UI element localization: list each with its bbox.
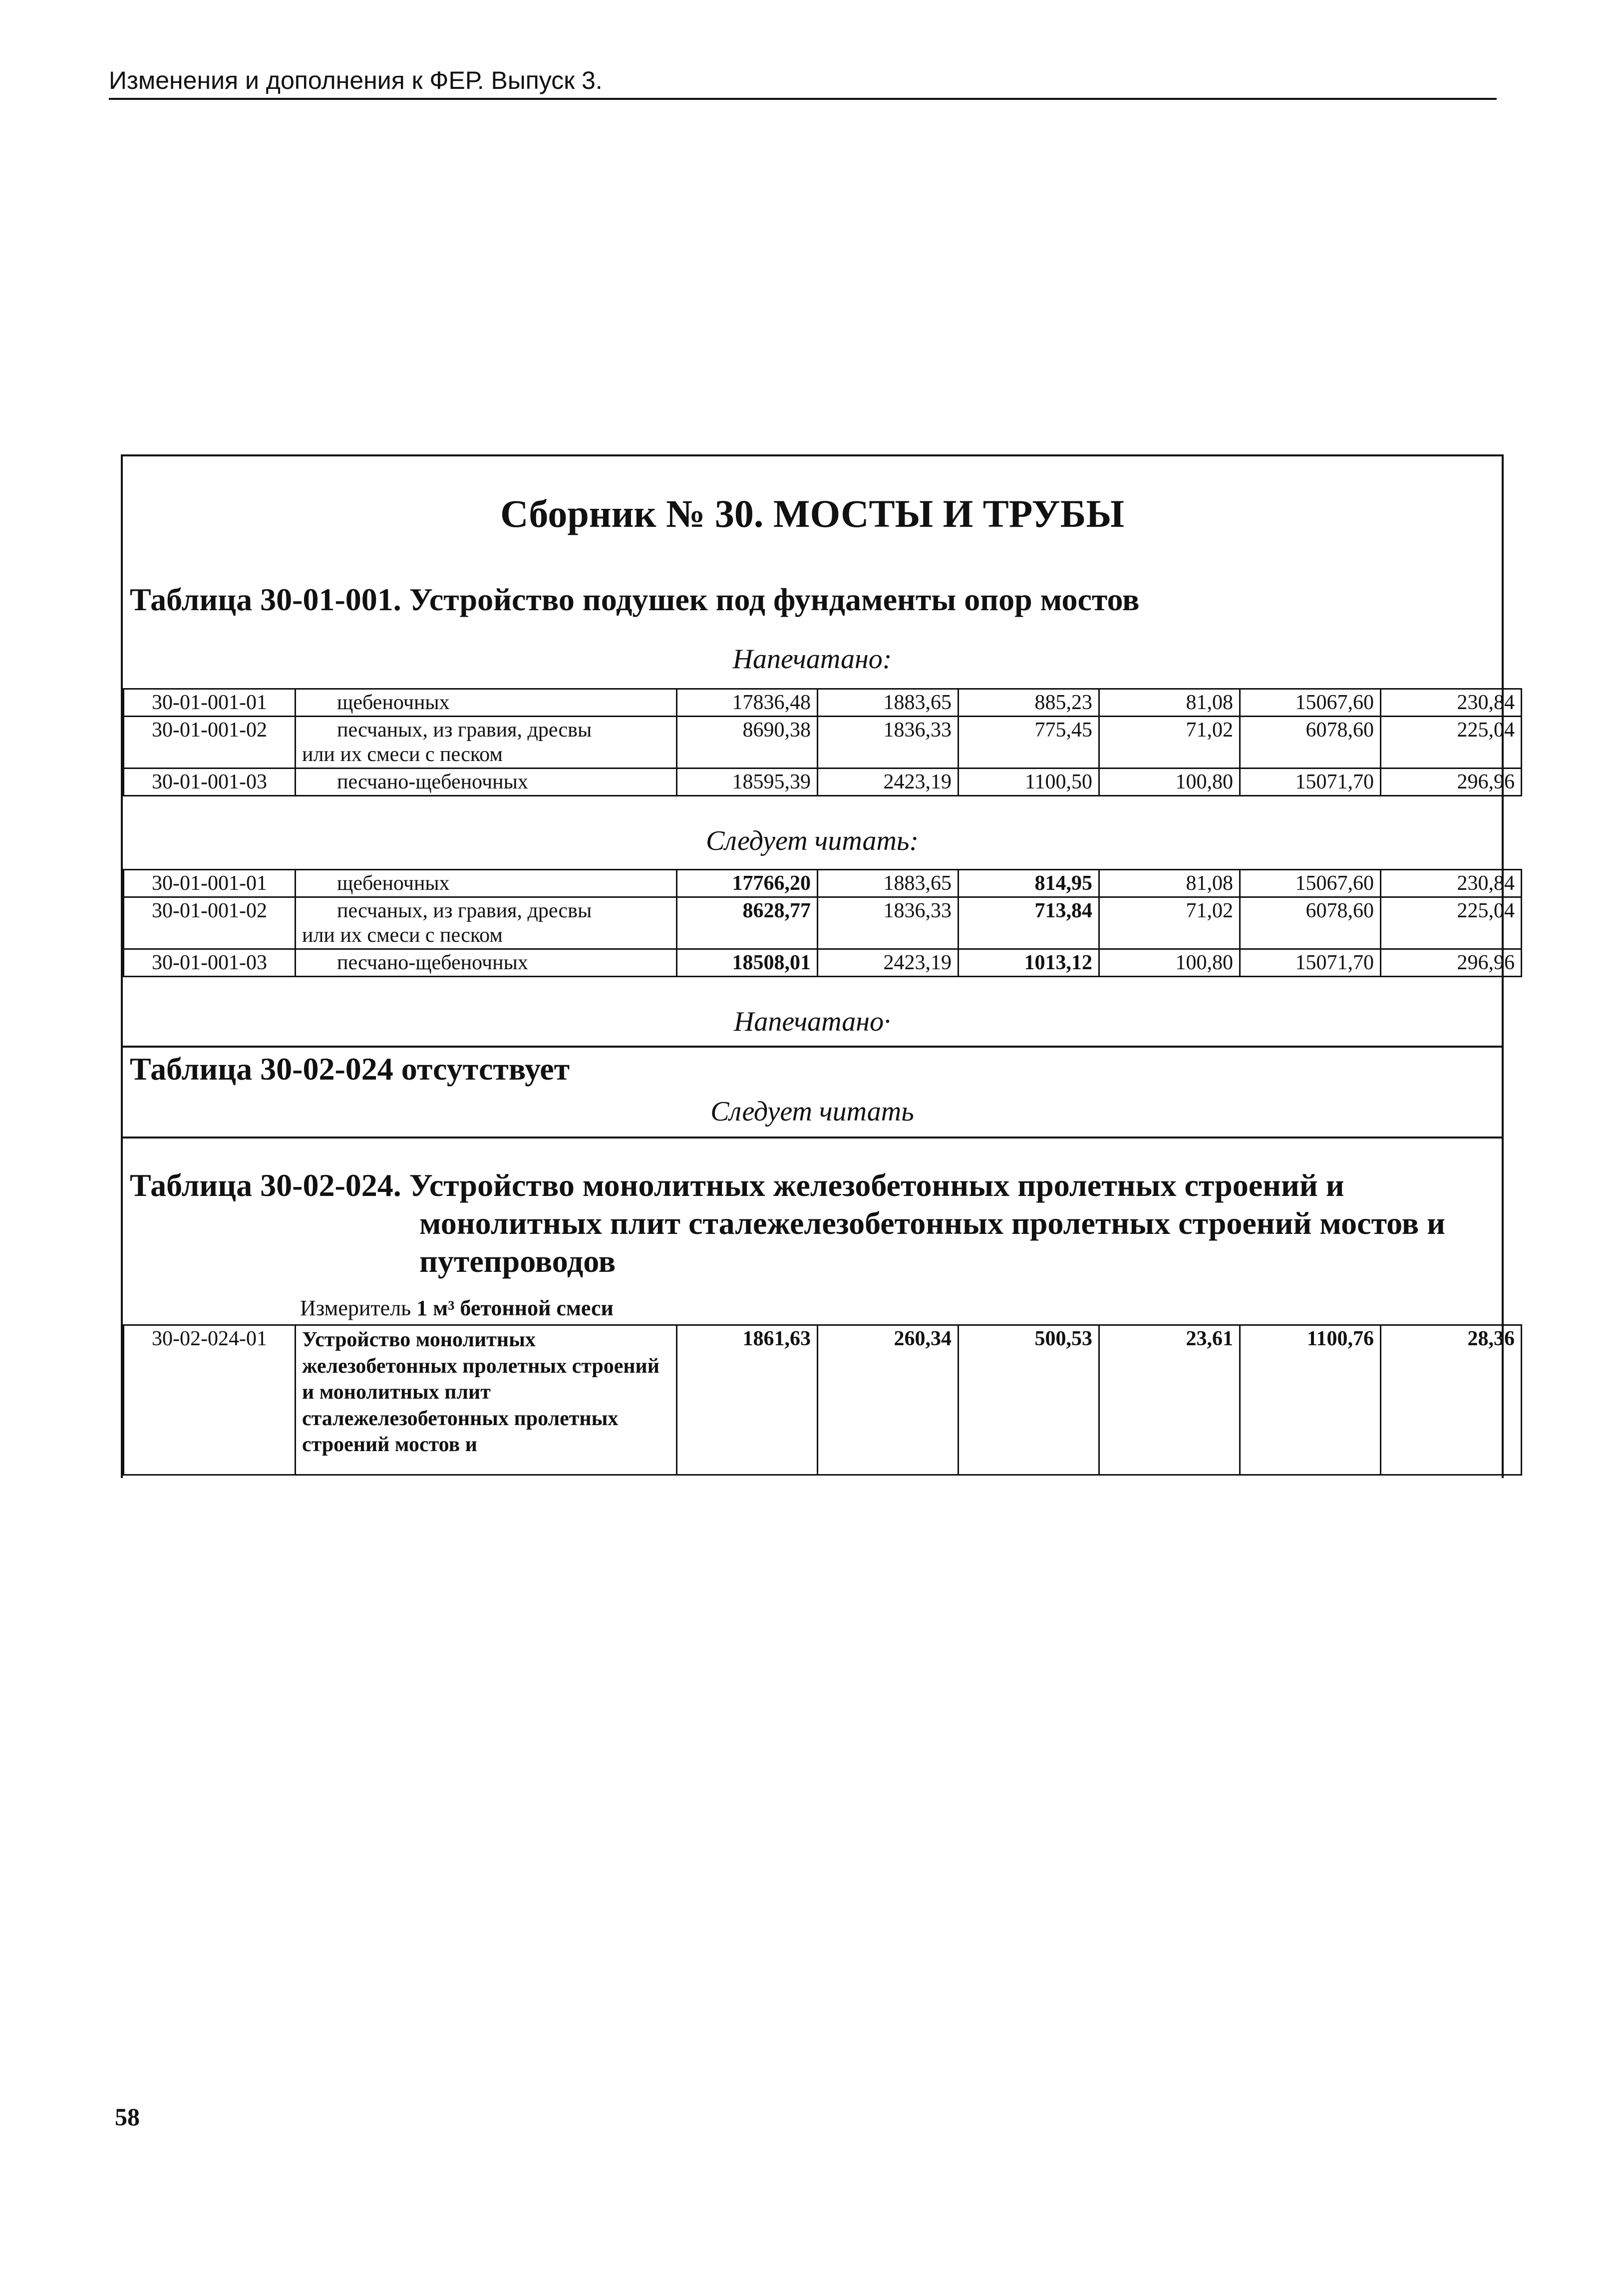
row-name-line: щебеночных: [337, 691, 450, 714]
cell-value: 81,08: [1099, 870, 1240, 897]
cell-value: 230,84: [1381, 870, 1522, 897]
row-name-line: или их смеси с песком: [302, 743, 503, 766]
row-name-line: песчано-щебеночных: [337, 951, 528, 974]
cell-value: 1100,76: [1240, 1325, 1381, 1475]
rates-table-30-02-024: [123, 1324, 1522, 1476]
row-code: 30-01-001-02: [124, 717, 296, 768]
row-name-line: щебеночных: [337, 872, 450, 895]
row-name: [296, 717, 677, 768]
cell-value: 1836,33: [818, 897, 959, 949]
running-header: Изменения и дополнения к ФЕР. Выпуск 3.: [109, 66, 1497, 100]
table-title-30-01-001: Таблица 30-01-001. Устройство подушек под фундаменты опор мостов: [130, 582, 1140, 617]
cell-value: 296,96: [1381, 768, 1522, 795]
row-code: 30-01-001-03: [124, 949, 296, 976]
cell-value: 15071,70: [1240, 768, 1381, 795]
row-name-line: песчано-щебеночных: [337, 770, 528, 793]
table-row: [124, 897, 1522, 949]
cell-value: 15067,60: [1240, 870, 1381, 897]
table-row: [124, 949, 1522, 976]
cell-value: 18595,39: [677, 768, 818, 795]
cell-value: 71,02: [1099, 897, 1240, 949]
printed-label-2: Напечатано·: [733, 1006, 891, 1037]
cell-value: 1836,33: [818, 717, 959, 768]
cell-value: 100,80: [1099, 949, 1240, 976]
cell-value: 225,04: [1381, 897, 1522, 949]
cell-value: 814,95: [959, 870, 1099, 897]
row-name: [296, 949, 677, 976]
table-title-30-02-024: [130, 1166, 1445, 1280]
row-name: Устройство монолитных железобетонных пролетных строений и монолитных плит сталежелезобетонных пролетных строений мостов и: [296, 1325, 677, 1475]
cell-value: 17766,20: [677, 870, 818, 897]
row-code: 30-01-001-02: [124, 897, 296, 949]
cell-value: 713,84: [959, 897, 1099, 949]
cell-value: 775,45: [959, 717, 1099, 768]
cell-value: 1100,50: [959, 768, 1099, 795]
cell-value: 2423,19: [818, 949, 959, 976]
divider: [123, 1137, 1502, 1139]
cell-value: 230,84: [1381, 689, 1522, 717]
cell-value: 15067,60: [1240, 689, 1381, 717]
printed-rates-table: [123, 688, 1522, 796]
row-name-line: или их смеси с песком: [302, 923, 503, 947]
row-name: [296, 870, 677, 897]
row-name-line: песчаных, из гравия, дресвы: [337, 899, 592, 923]
row-code: 30-01-001-01: [124, 870, 296, 897]
table-row: [124, 717, 1522, 768]
table-title-line: Таблица 30-02-024. Устройство монолитных железобетонных пролетных строений и: [130, 1167, 1344, 1203]
cell-value: 18508,01: [677, 949, 818, 976]
cell-value: 500,53: [959, 1325, 1099, 1475]
document-frame: [121, 454, 1515, 1478]
cell-value: 6078,60: [1240, 897, 1381, 949]
page-number: 58: [115, 2103, 140, 2131]
cell-value: 225,04: [1381, 717, 1522, 768]
cell-value: 1883,65: [818, 689, 959, 717]
divider: [123, 1046, 1502, 1048]
row-code: 30-01-001-03: [124, 768, 296, 795]
cell-value: 17836,48: [677, 689, 818, 717]
cell-value: 296,96: [1381, 949, 1522, 976]
table-title-line: монолитных плит сталежелезобетонных пролетных строений мостов и: [419, 1205, 1445, 1241]
cell-value: 1013,12: [959, 949, 1099, 976]
read-label-1: Следует читать:: [705, 825, 919, 856]
cell-value: 8690,38: [677, 717, 818, 768]
cell-value: 100,80: [1099, 768, 1240, 795]
unit-value: 1 м³ бетонной смеси: [416, 1296, 614, 1320]
cell-value: 1861,63: [677, 1325, 818, 1475]
table-title-line: путепроводов: [419, 1243, 616, 1279]
read-label-2: Следует читать: [710, 1096, 914, 1127]
corrected-rates-table: [123, 869, 1522, 977]
table-row: [124, 768, 1522, 795]
cell-value: 6078,60: [1240, 717, 1381, 768]
cell-value: 81,08: [1099, 689, 1240, 717]
cell-value: 28,36: [1381, 1325, 1522, 1475]
table-row: [124, 689, 1522, 717]
cell-value: 8628,77: [677, 897, 818, 949]
cell-value: 2423,19: [818, 768, 959, 795]
printed-label-1: Напечатано:: [732, 644, 892, 675]
cell-value: 23,61: [1099, 1325, 1240, 1475]
row-code: 30-01-001-01: [124, 689, 296, 717]
row-name: [296, 689, 677, 717]
row-name: [296, 897, 677, 949]
row-name-line: песчаных, из гравия, дресвы: [337, 719, 592, 742]
cell-value: 15071,70: [1240, 949, 1381, 976]
cell-value: 1883,65: [818, 870, 959, 897]
cell-value: 885,23: [959, 689, 1099, 717]
unit-of-measure: [300, 1295, 614, 1321]
missing-table-note: Таблица 30-02-024 отсутствует: [130, 1051, 570, 1087]
unit-prefix: Измеритель: [300, 1296, 411, 1320]
cell-value: 260,34: [818, 1325, 959, 1475]
row-code: 30-02-024-01: [124, 1325, 296, 1475]
table-row: [124, 870, 1522, 897]
row-name: [296, 768, 677, 795]
collection-title: Сборник № 30. МОСТЫ И ТРУБЫ: [500, 492, 1124, 535]
table-row: [124, 1325, 1522, 1475]
cell-value: 71,02: [1099, 717, 1240, 768]
